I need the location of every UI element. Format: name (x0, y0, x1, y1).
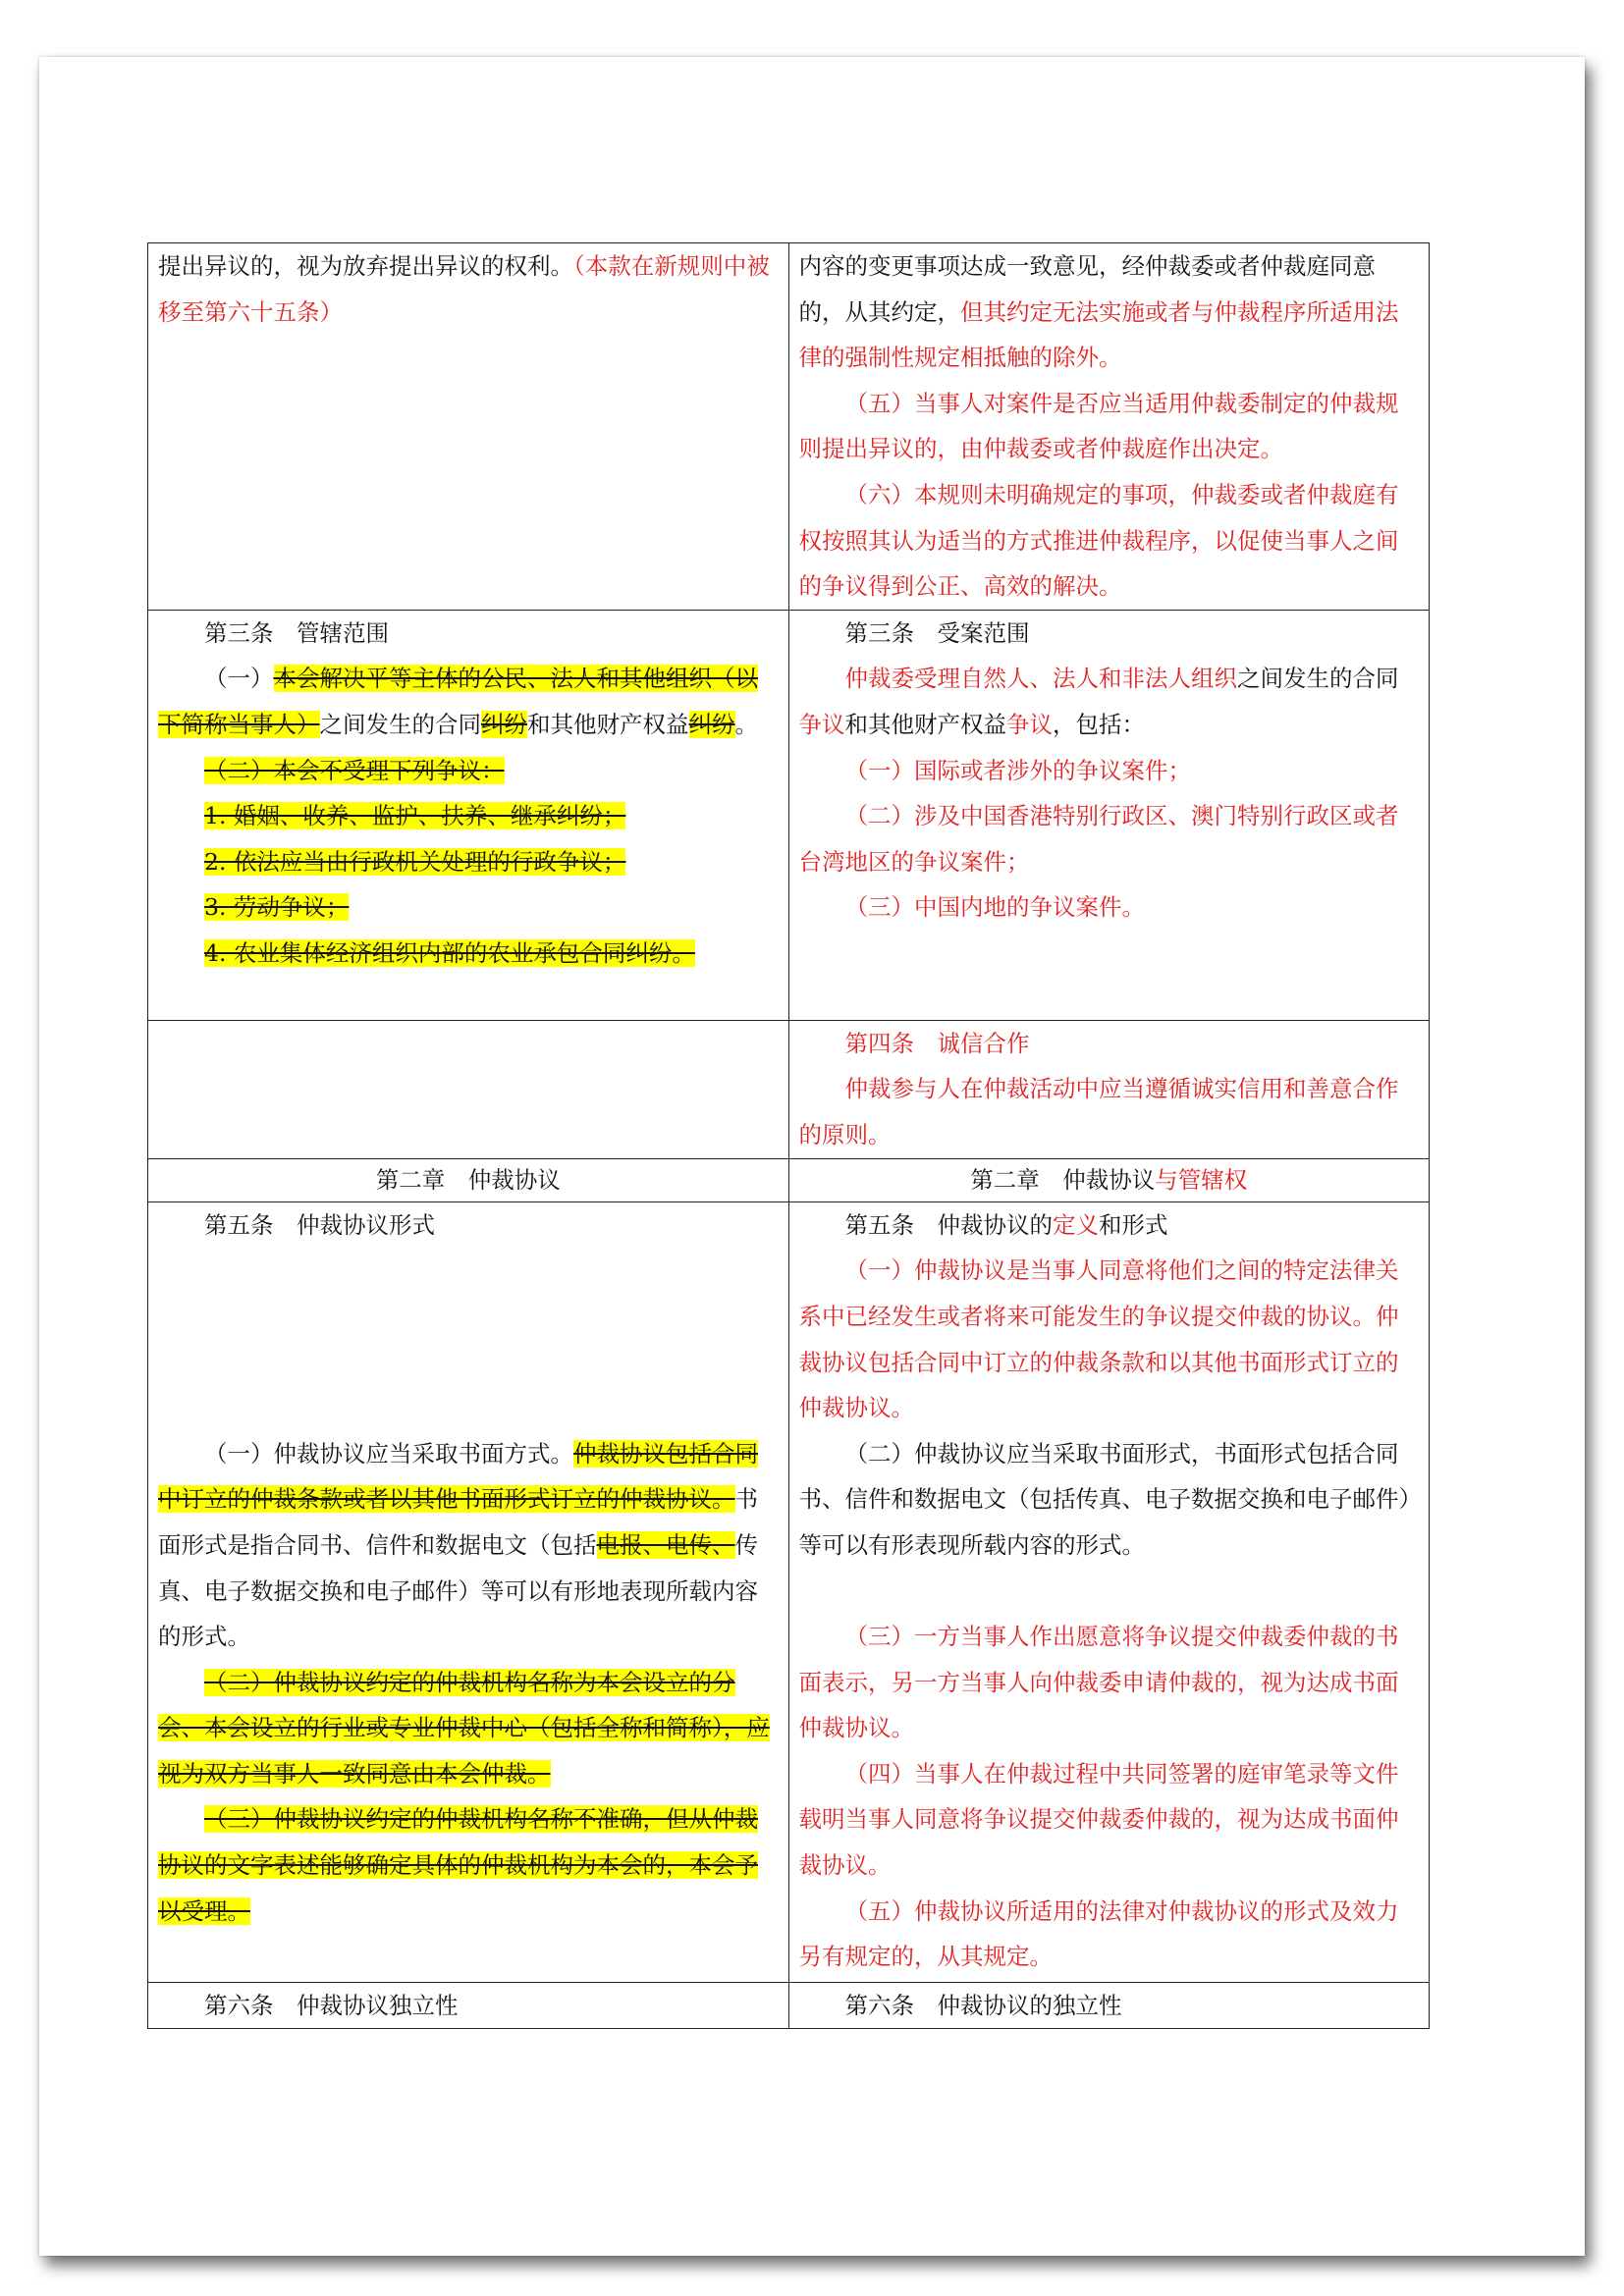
article-title: 第三条 管辖范围 (204, 618, 389, 647)
paragraph: （三）仲裁协议约定的仲裁机构名称不准确，但从仲裁协议的文字表述能够确定具体的仲裁机构为本会的，本会予以受理。 (158, 1805, 758, 1925)
new-rule-cell: 内容的变更事项达成一致意见，经仲裁委或者仲裁庭同意的，从其约定，但其约定无法实施或者与仲裁程序所适用法律的强制性规定相抵触的除外。 （五）当事人对案件是否应当适用仲裁委制定的仲裁规则提出异议的，由仲裁委或者仲裁庭作出决定。 （六）本规则未明确规定的事项，仲裁委或者仲裁庭有权按照其认为适当的方式推进仲裁程序，以促使当事人之间的争议得到公正、高效的解决。 (788, 243, 1430, 611)
paragraph: （五）当事人对案件是否应当适用仲裁委制定的仲裁规则提出异议的，由仲裁委或者仲裁庭作出决定。 (798, 389, 1399, 463)
list-item: （二）本会不受理下列争议： (204, 756, 505, 784)
table-row (148, 1982, 1430, 2029)
paragraph: （四）当事人在仲裁过程中共同签署的庭审笔录等文件载明当事人同意将争议提交仲裁委仲裁的，视为达成书面仲裁协议。 (798, 1759, 1399, 1880)
table-row (148, 1158, 1430, 1201)
article-title: 第五条 仲裁协议形式 (204, 1210, 435, 1239)
old-rule-cell (148, 1201, 789, 1982)
old-rule-cell (148, 610, 789, 1020)
paragraph: （五）仲裁协议所适用的法律对仲裁协议的形式及效力另有规定的，从其规定。 (798, 1896, 1399, 1971)
list-item: （一）国际或者涉外的争议案件； (844, 756, 1191, 784)
paragraph: （一）仲裁协议应当采取书面方式。仲裁协议包括合同中订立的仲裁条款或者以其他书面形式订立的仲裁协议。书面形式是指合同书、信件和数据电文（包括电报、电传、传真、电子数据交换和电子邮件）等可以有形地表现所载内容的形式。 (158, 1439, 758, 1651)
table-row (148, 1201, 1430, 1982)
paragraph: （二）仲裁协议应当采取书面形式，书面形式包括合同书、信件和数据电文（包括传真、电子数据交换和电子邮件）等可以有形表现所载内容的形式。 (798, 1439, 1411, 1559)
old-chapter-heading: 第二章 仲裁协议 (148, 1158, 789, 1201)
paragraph: （二）仲裁协议约定的仲裁机构名称为本会设立的分会、本会设立的行业或专业仲裁中心（包括全称和简称），应视为双方当事人一致同意由本会仲裁。 (158, 1668, 770, 1788)
paragraph: （六）本规则未明确规定的事项，仲裁委或者仲裁庭有权按照其认为适当的方式推进仲裁程序，以促使当事人之间的争议得到公正、高效的解决。 (798, 480, 1399, 601)
list-item: 3. 劳动争议； (204, 893, 350, 922)
article-title: 第四条 诚信合作 (844, 1029, 1030, 1057)
list-item: 2. 依法应当由行政机关处理的行政争议； (204, 847, 626, 876)
new-chapter-heading: 第二章 仲裁协议与管辖权 (788, 1158, 1430, 1201)
article-title: 第三条 受案范围 (844, 618, 1030, 647)
article-title: 第六条 仲裁协议的独立性 (844, 1991, 1122, 2019)
new-rule-cell (788, 1020, 1430, 1158)
relocation-note: （本款在新规则中被移至第六十五条） (158, 252, 770, 326)
list-item: 4. 农业集体经济组织内部的农业承包合同纠纷。 (204, 938, 695, 967)
paragraph: 仲裁委受理自然人、法人和非法人组织之间发生的合同争议和其他财产权益争议，包括： (798, 665, 1399, 738)
paragraph: （一）仲裁协议是当事人同意将他们之间的特定法律关系中已经发生或者将来可能发生的争议提交仲裁的协议。仲裁协议包括合同中订立的仲裁条款和以其他书面形式订立的仲裁协议。 (798, 1256, 1399, 1422)
new-rule-cell (788, 610, 1430, 1020)
table-row (148, 610, 1430, 1020)
comparison-table (147, 242, 1430, 2029)
old-rule-cell: 提出异议的，视为放弃提出异议的权利。（本款在新规则中被移至第六十五条） (148, 243, 789, 611)
list-item: （二）涉及中国香港特别行政区、澳门特别行政区或者台湾地区的争议案件； (798, 802, 1399, 876)
article-title: 第五条 仲裁协议的定义和形式 (844, 1210, 1168, 1239)
list-item: 1. 婚姻、收养、监护、扶养、继承纠纷； (204, 802, 626, 830)
old-rule-cell (148, 1020, 789, 1158)
table-row (148, 1020, 1430, 1158)
table-row (148, 243, 1430, 611)
paragraph: （一）本会解决平等主体的公民、法人和其他组织（以下简称当事人）之间发生的合同纠纷和其他财产权益纠纷。 (158, 665, 758, 738)
new-rule-cell (788, 1201, 1430, 1982)
old-rule-cell (148, 1982, 789, 2029)
paragraph: （三）一方当事人作出愿意将争议提交仲裁委仲裁的书面表示，另一方当事人向仲裁委申请仲裁的，视为达成书面仲裁协议。 (798, 1623, 1399, 1742)
list-item: （三）中国内地的争议案件。 (844, 893, 1145, 922)
paragraph: 仲裁参与人在仲裁活动中应当遵循诚实信用和善意合作的原则。 (798, 1075, 1399, 1148)
new-rule-cell (788, 1982, 1430, 2029)
article-title: 第六条 仲裁协议独立性 (204, 1991, 459, 2019)
